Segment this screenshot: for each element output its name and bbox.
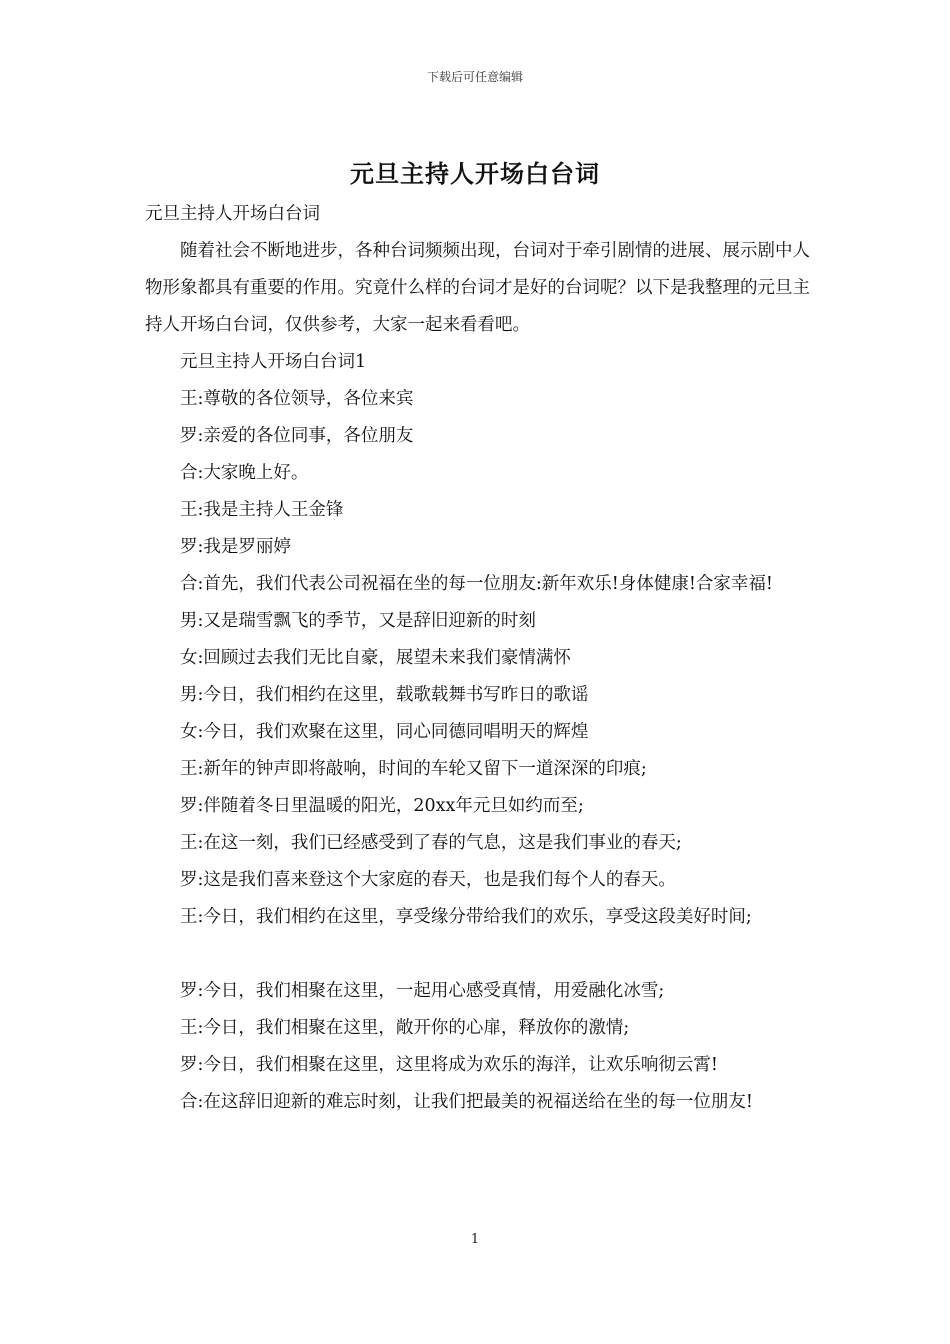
script-line: 罗:我是罗丽婷 bbox=[180, 537, 291, 557]
script-line: 男:又是瑞雪飘飞的季节，又是辞旧迎新的时刻 bbox=[180, 611, 536, 631]
intro-paragraph: 随着社会不断地进步，各种台词频频出现，台词对于牵引剧情的进展、展示剧中人物形象都具有重要的作用。究竟什么样的台词才是好的台词呢？以下是我整理的元旦主持人开场白台词，仅供参考，大家一起来看看吧。 bbox=[145, 241, 810, 335]
script-line: 罗:伴随着冬日里温暖的阳光，20xx年元旦如约而至; bbox=[180, 796, 584, 816]
script-line: 王:尊敬的各位领导，各位来宾 bbox=[180, 389, 414, 409]
section-heading: 元旦主持人开场白台词1 bbox=[180, 352, 367, 372]
script-line: 王:今日，我们相聚在这里，敞开你的心扉，释放你的激情; bbox=[180, 1018, 630, 1038]
script-line: 罗:这是我们喜来登这个大家庭的春天，也是我们每个人的春天。 bbox=[180, 870, 676, 890]
header-note: 下载后可任意编辑 bbox=[426, 70, 523, 84]
subtitle-line: 元旦主持人开场白台词 bbox=[145, 204, 320, 224]
page-number: 1 bbox=[470, 1232, 480, 1247]
script-line: 合:大家晚上好。 bbox=[180, 463, 309, 483]
script-line: 罗:今日，我们相聚在这里，一起用心感受真情，用爱融化冰雪; bbox=[180, 981, 665, 1001]
blank-line bbox=[145, 936, 810, 973]
script-line: 王:新年的钟声即将敲响，时间的车轮又留下一道深深的印痕; bbox=[180, 759, 647, 779]
script-line: 合:首先，我们代表公司祝福在坐的每一位朋友:新年欢乐!身体健康!合家幸福! bbox=[180, 574, 773, 594]
script-line: 合:在这辞旧迎新的难忘时刻，让我们把最美的祝福送给在坐的每一位朋友! bbox=[180, 1092, 753, 1112]
script-line: 王:在这一刻，我们已经感受到了春的气息，这是我们事业的春天; bbox=[180, 833, 682, 853]
script-line: 罗:亲爱的各位同事，各位朋友 bbox=[180, 426, 414, 446]
script-line: 王:我是主持人王金锋 bbox=[180, 500, 344, 520]
script-line: 王:今日，我们相约在这里，享受缘分带给我们的欢乐，享受这段美好时间; bbox=[180, 907, 752, 927]
script-line: 罗:今日，我们相聚在这里，这里将成为欢乐的海洋，让欢乐响彻云霄! bbox=[180, 1055, 718, 1075]
document-title: 元旦主持人开场白台词 bbox=[350, 159, 600, 188]
script-line: 男:今日，我们相约在这里，载歌载舞书写昨日的歌谣 bbox=[180, 685, 589, 705]
document-body bbox=[145, 196, 810, 1121]
script-line: 女:回顾过去我们无比自豪，展望未来我们豪情满怀 bbox=[180, 648, 571, 668]
script-line: 女:今日，我们欢聚在这里，同心同德同唱明天的辉煌 bbox=[180, 722, 589, 742]
